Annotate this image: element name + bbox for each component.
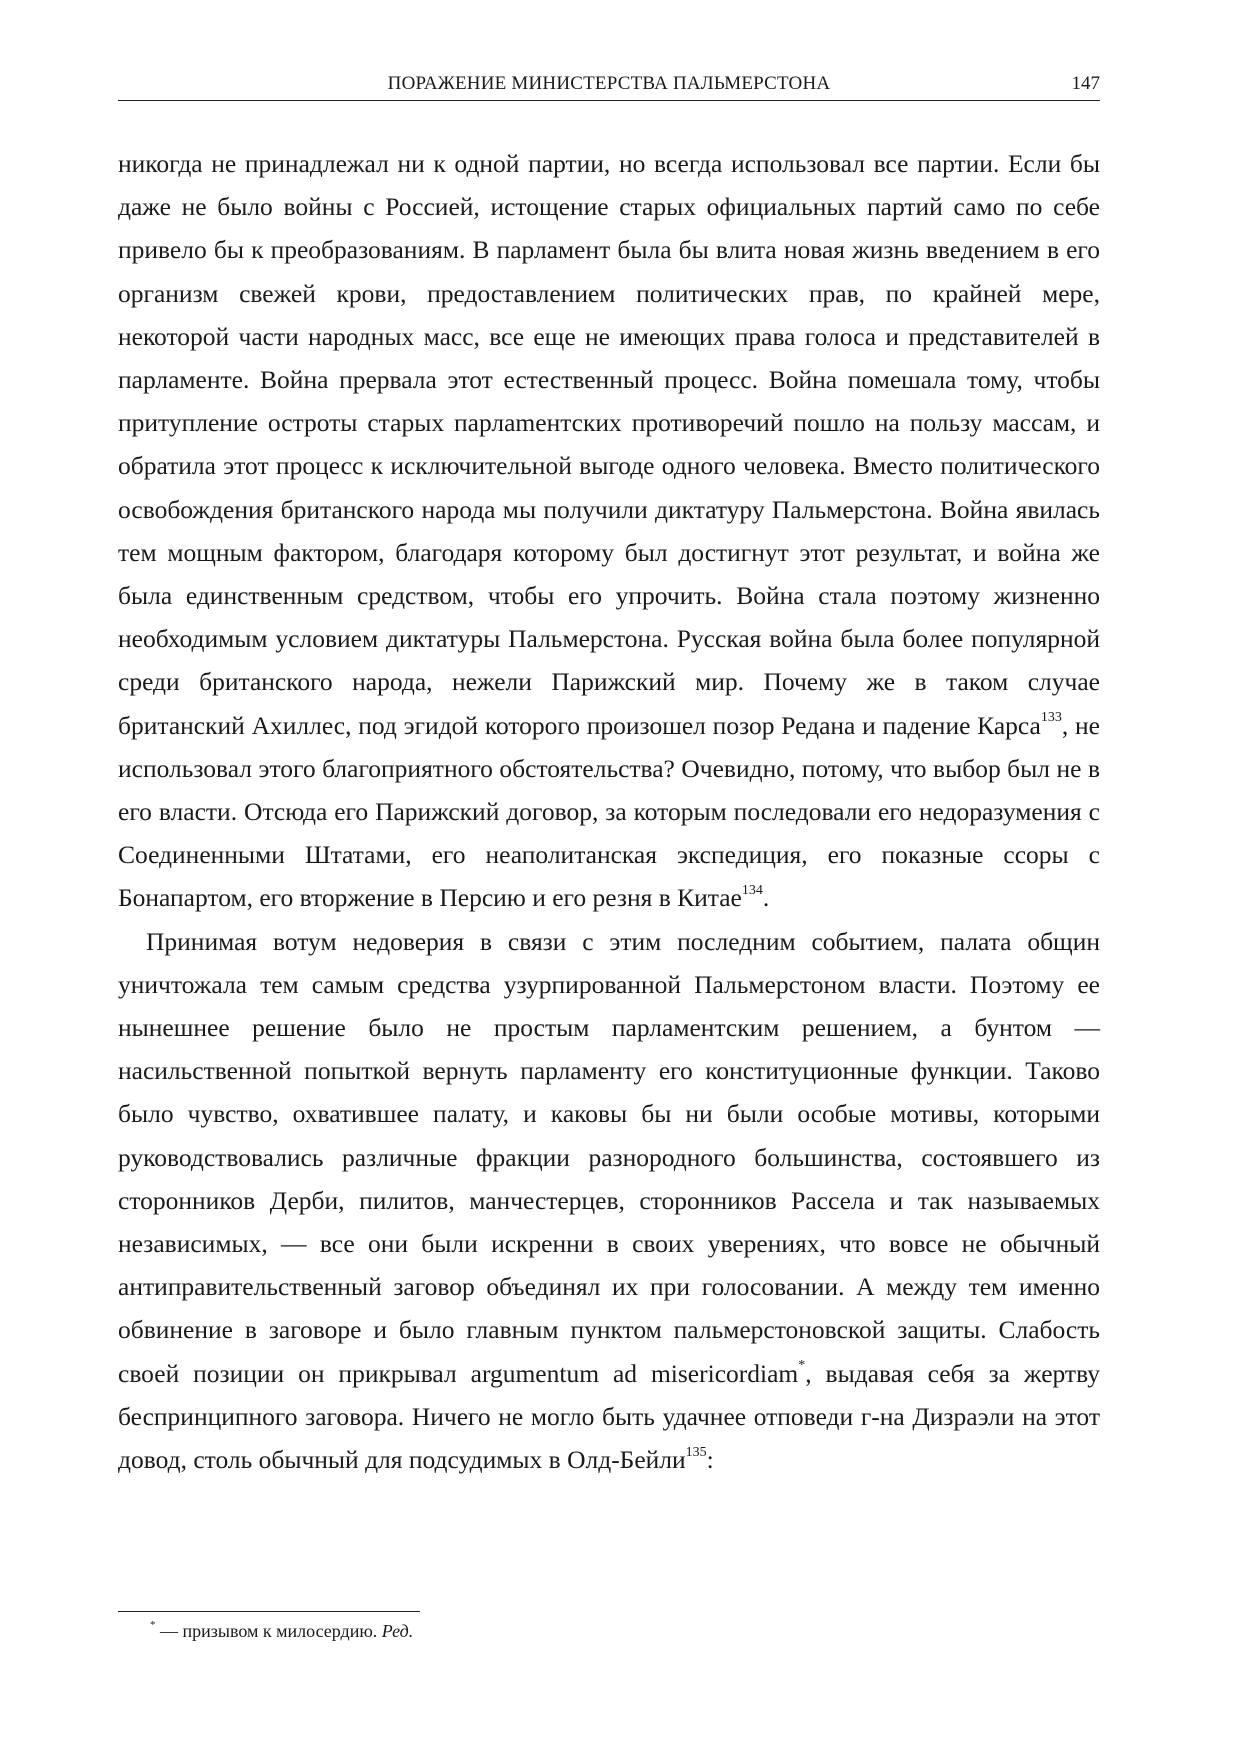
paragraph-2-part-1: Принимая вотум недоверия в связи с этим последним событием, палата общин уничтожала тем самым средства узурпированной Пальмерстоном власти. Поэтому ее нынешнее решение было не простым парламентским решением, а бунтом — насильственной попыткой вернуть парламенту его конституционные функции. Таково было чувство, охватившее палату, и каковы бы ни были особые мотивы, которыми руководствовались различные фракции разнородного большинства, состоявшего из сторонников Дерби, пилитов, манчестерцев, сторонников Рассела и так называемых независимых, — все они были искренни в своих уверениях, что вовсе не обычный антиправительственный заговор объединял их при голосовании. А между тем именно обвинение в заговоре и было главным пунктом пальмерстоновской защиты. Слабость своей позиции он прикрывал argumentum ad misericordiam	[118, 926, 1100, 1388]
footnote-ref-star: *	[798, 1358, 806, 1374]
paragraph-1-part-1: никогда не принадлежал ни к одной партии, но всегда использовал все партии. Если бы даже не было войны с Россией, истощение старых официальных партий само по себе привело бы к преобразованиям. В парламент была бы влита новая жизнь введением в его организм свежей крови, предоставлением политических прав, по крайней мере, некоторой части народных масс, все еще не имеющих права голоса и представителей в парламенте. Война прервала этот естественный процесс. Война помешала тому, чтобы притупление остроты старых парлаmентских противоречий пошло на пользу массам, и обратила этот процесс к исключительной выгоде одного человека. Вместо политического освобождения британского народа мы получили диктатуру Пальмерстона. Война явилась тем мощным фактором, благодаря которому был достигнут этот результат, и война же была единственным средством, чтобы его упрочить. Война стала поэтому жизненно необходимым условием диктатуры Пальмерстона. Русская война была более популярной среди британского народа, нежели Парижский мир. Почему же в таком случае британский Ахиллес, под эгидой которого произошел позор Редана и падение Карса	[118, 149, 1100, 740]
paragraph-2	[118, 920, 1100, 1482]
paragraph-2-part-3: :	[706, 1445, 714, 1475]
endnote-ref-133: 133	[1040, 710, 1062, 726]
paragraph-1	[118, 142, 1100, 920]
running-title: ПОРАЖЕНИЕ МИНИСТЕРСТВА ПАЛЬМЕРСТОНА	[387, 73, 831, 94]
paragraph-1-part-2: , не использовал этого благоприятного обстоятельства? Очевидно, потому, что выбор был не в его власти. Отсюда его Парижский договор, за которым последовали его недоразумения с Соединенными Штатами, его неаполитанская экспедиция, его показные ссоры с Бонапартом, его вторжение в Персию и его резня в Китае	[118, 710, 1100, 913]
body-text	[118, 142, 1100, 1481]
paragraph-2-part-2: , выдавая себя за жертву беспринципного заговора. Ничего не могло быть удачнее отповеди г-на Дизраэли на этот довод, столь обычный для подсудимых в Олд-Бейли	[118, 1358, 1100, 1475]
footnote-mark: *	[150, 1619, 156, 1631]
running-header	[118, 72, 1100, 101]
footnote	[150, 1618, 413, 1644]
footnote-editor-note: Ред.	[381, 1621, 414, 1641]
paragraph-1-part-3: .	[762, 883, 770, 913]
endnote-ref-134: 134	[741, 882, 763, 898]
endnote-ref-135: 135	[685, 1444, 707, 1460]
footnote-separator	[118, 1611, 420, 1612]
footnote-text: — призывом к милосердию.	[155, 1621, 382, 1641]
page-number: 147	[1071, 73, 1100, 94]
